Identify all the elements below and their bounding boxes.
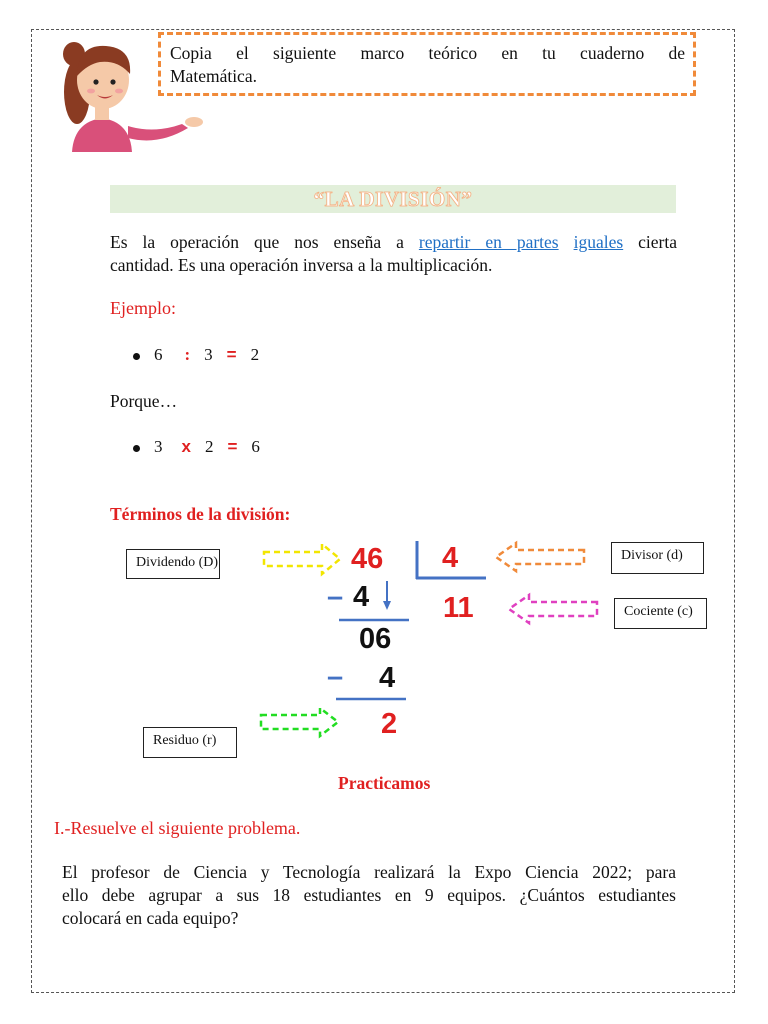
example-a: 6 xyxy=(154,345,163,364)
instruction-line-1: Copia el siguiente marco teórico en tu cuaderno de xyxy=(170,43,685,63)
instruction-line-2: Matemática. xyxy=(170,66,257,86)
bring-down-arrow-head xyxy=(383,601,391,610)
exercise-heading: I.-Resuelve el siguiente problema. xyxy=(54,818,301,838)
example-heading: Ejemplo: xyxy=(110,298,176,318)
subtrahend-2: 4 xyxy=(379,662,396,694)
definition-line-2: cantidad. Es una operación inversa a la multiplicación. xyxy=(110,255,493,275)
because-label: Porque… xyxy=(110,391,178,411)
page-title: “LA DIVISIÓN” xyxy=(313,187,473,211)
check-a: 3 xyxy=(154,437,163,456)
arrow-remainder xyxy=(261,708,338,736)
definition-text-end: cierta xyxy=(623,232,677,252)
divisor-value: 4 xyxy=(442,542,459,574)
divisor-label: Divisor (d) xyxy=(621,548,683,563)
example-b: 3 xyxy=(204,345,213,364)
problem-line-2: ello debe agrupar a sus 18 estudiantes en 9 equipos. ¿Cuántos estudiantes xyxy=(62,885,676,905)
subtrahend-1: 4 xyxy=(353,581,370,613)
arrow-dividend xyxy=(264,544,340,574)
example-operator: : xyxy=(184,345,191,364)
problem-line-3: colocará en cada equipo? xyxy=(62,908,239,928)
check-equals: = xyxy=(227,437,238,456)
minus-sign-1: – xyxy=(327,581,344,613)
link-iguales[interactable]: iguales xyxy=(573,232,624,252)
minus-sign-2: – xyxy=(327,661,344,693)
arrow-quotient xyxy=(509,595,597,623)
remainder-label: Residuo (r) xyxy=(153,733,217,748)
dividend-value: 46 xyxy=(351,543,384,575)
link-repartir[interactable]: repartir en partes xyxy=(418,232,559,252)
quotient-label: Cociente (c) xyxy=(624,604,693,619)
check-operator: x xyxy=(181,437,191,456)
check-result: 6 xyxy=(251,437,260,456)
quotient-value: 11 xyxy=(443,592,474,624)
terms-heading: Términos de la división: xyxy=(110,504,291,524)
dividend-label: Dividendo (D) xyxy=(136,555,219,570)
arrow-divisor xyxy=(496,543,584,571)
problem-statement xyxy=(62,861,676,930)
check-b: 2 xyxy=(204,437,214,456)
practice-heading: Practicamos xyxy=(338,773,431,793)
example-result: 2 xyxy=(250,345,260,364)
example-equals: = xyxy=(226,345,237,364)
problem-line-1: El profesor de Ciencia y Tecnología realizará la Expo Ciencia 2022; para xyxy=(62,862,676,882)
definition-text: Es la operación que nos enseña a xyxy=(110,232,419,252)
remainder-value: 2 xyxy=(381,708,398,740)
partial-dividend: 06 xyxy=(359,623,392,655)
